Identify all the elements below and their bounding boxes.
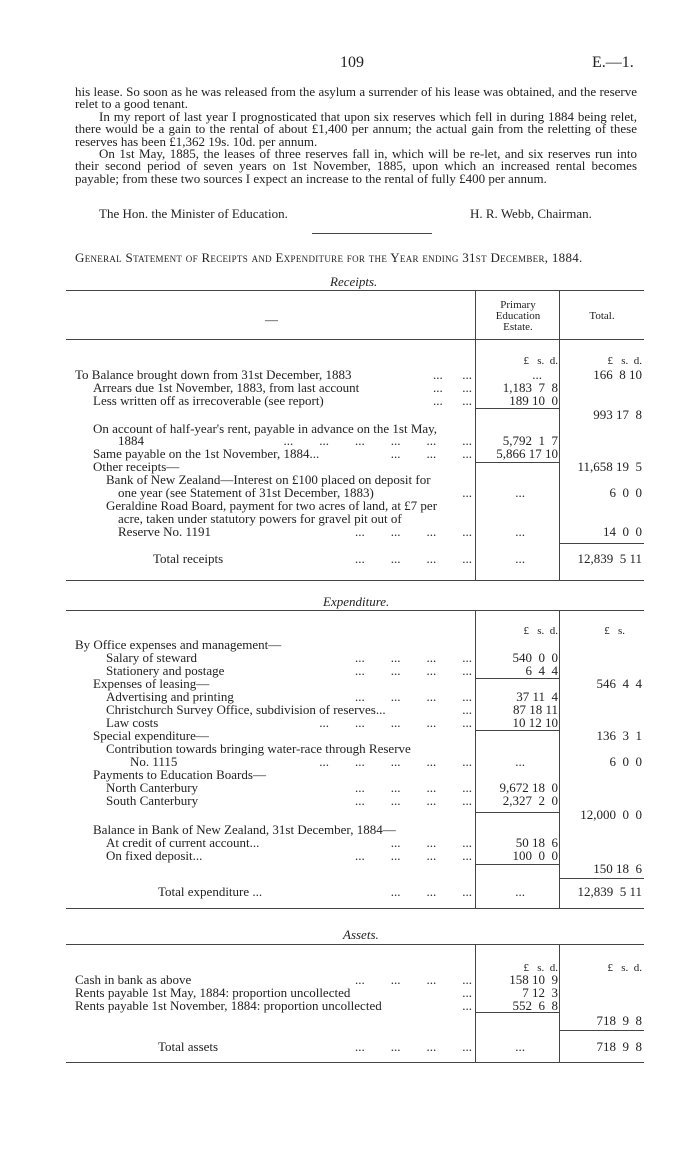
receipts-currency-primary: £ s. d. [523,355,558,367]
expense-line-primary: ... [515,754,525,769]
asset-line-label: Rents payable 1st May, 1884: proportion uncollected [75,985,351,1000]
receipts-subtotal-rule [476,408,559,409]
receipt-line-primary: ... [515,524,525,539]
expense-line-label: Christchurch Survey Office, subdivision of reserves... [106,702,386,717]
receipt-line-dots: ... ... ... [390,446,472,461]
expense-line-dots: ... ... ... ... [355,848,472,863]
expenditure-total-rule [560,878,644,879]
expense-line-total: 546 4 4 [596,676,642,691]
receipt-line-label: To Balance brought down from 31st December, 1883 [75,367,352,382]
expenditure-bottom-rule [66,908,644,909]
total-receipts-dots: ... ... ... ... [355,551,472,566]
letter-paragraph-1: his lease. So soon as he was released from the asylum a surrender of his lease was obtained, and the reserve relet to a good tenant. [75,84,637,112]
expense-line-label: Law costs [106,715,159,730]
total-expenditure-value: 12,839 5 11 [577,884,642,899]
expenditure-subtotal-rule [476,678,559,679]
expense-line-primary: 10 12 10 [512,715,558,730]
receipts-heading: Receipts. [330,274,378,289]
receipt-line-dots: ... ... [433,367,472,382]
expense-line-label: Expenses of leasing— [93,676,210,691]
receipt-line-primary: ... [532,367,542,382]
receipt-line-label: 1884 [118,433,144,448]
expense-line-total: 150 18 6 [593,861,642,876]
receipt-line-label: Same payable on the 1st November, 1884... [93,446,320,461]
primary-estate-header-3: Estate. [503,321,533,333]
receipts-subtotal-rule [476,462,559,463]
receipts-col-rule-1 [475,290,476,580]
total-header: Total. [589,310,615,322]
expense-line-total: 136 3 1 [596,728,642,743]
total-receipts-primary: ... [515,551,525,566]
receipts-col-rule-2 [559,290,560,580]
asset-line-dots: ... [462,985,472,1000]
receipt-line-dots: ... [462,485,472,500]
receipt-line-label: Reserve No. 1191 [118,524,212,539]
receipt-line-label: Arrears due 1st November, 1883, from last account [93,380,360,395]
total-assets-dots: ... ... ... ... [355,1039,472,1054]
assets-subtotal-rule [476,1012,559,1013]
expense-line-dots: ... [462,702,472,717]
expense-line-label: South Canterbury [106,793,199,808]
receipts-bottom-rule [66,580,644,581]
expense-line-primary: 9,672 18 0 [499,780,558,795]
expenditure-currency-primary: £ s. d. [523,625,558,637]
receipt-line-primary: 189 10 0 [509,393,558,408]
receipt-line-label: On account of half-year's rent, payable in advance on the 1st May, [93,421,438,436]
expense-line-label: Contribution towards bringing water-race through Reserve [106,741,411,756]
expense-line-label: Special expenditure— [93,728,209,743]
total-assets-value: 718 9 8 [596,1039,642,1054]
receipt-line-primary: 5,792 1 7 [502,433,558,448]
assets-bottom-rule [66,1062,644,1063]
expense-line-dots: ... ... ... ... ... [319,754,472,769]
expense-line-label: On fixed deposit... [106,848,203,863]
receipt-line-label: Geraldine Road Board, payment for two acres of land, at £7 per [106,498,438,513]
expense-line-label: No. 1115 [130,754,178,769]
expenditure-subtotal-rule [476,812,559,813]
receipts-total-rule [560,543,644,544]
receipt-line-dots: ... ... ... ... [355,524,472,539]
expense-line-label: North Canterbury [106,780,199,795]
receipt-line-primary: ... [515,485,525,500]
expense-line-label: Advertising and printing [106,689,234,704]
letter-paragraph-3: On 1st May, 1885, the leases of three reserves fall in, which will be re-let, and six reserves run into their second period of seven years on 1st November, 1885, upon which an increased rental becomes payable; from these two sources I expect an increase to the rental of fully £400 per annum. [75,146,637,186]
expenditure-col-rule-2 [559,610,560,908]
receipt-line-label: Other receipts— [93,459,180,474]
receipt-line-label: Bank of New Zealand—Interest on £100 placed on deposit for [106,472,431,487]
total-receipts-value: 12,839 5 11 [577,551,642,566]
receipt-line-label: acre, taken under statutory powers for gravel pit out of [118,511,402,526]
receipt-line-total: 993 17 8 [593,407,642,422]
expense-line-label: At credit of current account... [106,835,260,850]
receipt-line-dots: ... ... [433,380,472,395]
expenditure-currency-total: £ s. [604,625,625,637]
asset-line-primary: 158 10 9 [509,972,558,987]
expense-line-dots: ... ... ... ... [355,793,472,808]
expense-line-label: By Office expenses and management— [75,637,282,652]
total-assets-primary: ... [515,1039,525,1054]
expense-line-total: 6 0 0 [609,754,642,769]
assets-top-rule [66,944,644,945]
assets-currency-total: £ s. d. [607,962,642,974]
asset-line-total: 718 9 8 [596,1013,642,1028]
total-receipts-label: Total receipts [153,551,224,566]
expenditure-subtotal-rule [476,730,559,731]
receipt-line-dots: ... ... [433,393,472,408]
assets-total-rule [560,1030,644,1031]
receipt-line-total: 11,658 19 5 [577,459,642,474]
document-reference: E.—1. [592,54,634,71]
letter-signature: H. R. Webb, Chairman. [470,206,592,221]
asset-line-label: Cash in bank as above [75,972,192,987]
expense-line-label: Stationery and postage [106,663,225,678]
expense-line-primary: 2,327 2 0 [502,793,558,808]
asset-line-label: Rents payable 1st November, 1884: proportion uncollected [75,998,382,1013]
page-number: 109 [340,54,364,71]
expense-line-label: Payments to Education Boards— [93,767,266,782]
primary-estate-header-2: Education [495,310,541,322]
assets-heading: Assets. [343,927,379,942]
receipt-line-total: 6 0 0 [609,485,642,500]
receipt-line-dots: ... ... ... ... ... ... [283,433,472,448]
expense-line-primary: 37 11 4 [516,689,558,704]
expense-line-dots: ... ... ... ... [355,780,472,795]
receipt-line-primary: 5,866 17 10 [496,446,558,461]
expense-line-dots: ... ... ... ... [355,663,472,678]
expenditure-heading: Expenditure. [323,594,390,609]
expense-line-primary: 87 18 11 [512,702,558,717]
total-expenditure-label: Total expenditure ... [158,884,263,899]
assets-col-rule-1 [475,944,476,1062]
asset-line-dots: ... [462,998,472,1013]
expense-line-primary: 50 18 6 [515,835,558,850]
receipts-description-header: — [265,312,278,327]
expenditure-top-rule [66,610,644,611]
receipt-line-label: Less written off as irrecoverable (see report) [93,393,324,408]
receipt-line-label: one year (see Statement of 31st December, 1883) [118,485,374,500]
expense-line-primary: 6 4 4 [525,663,558,678]
asset-line-primary: 552 6 8 [512,998,558,1013]
expense-line-total: 12,000 0 0 [580,807,642,822]
asset-line-dots: ... ... ... ... [355,972,472,987]
expense-line-dots: ... ... ... [390,835,472,850]
assets-currency-primary: £ s. d. [523,962,558,974]
statement-title: General Statement of Receipts and Expenditure for the Year ending 31st December, 1884. [75,250,583,265]
expense-line-label: Salary of steward [106,650,197,665]
expense-line-primary: 100 0 0 [512,848,558,863]
expense-line-primary: 540 0 0 [512,650,558,665]
assets-col-rule-2 [559,944,560,1062]
receipt-line-total: 14 0 0 [603,524,642,539]
letter-addressee: The Hon. the Minister of Education. [99,206,288,221]
receipt-line-total: 166 8 10 [593,367,642,382]
expense-line-dots: ... ... ... ... [355,650,472,665]
receipt-line-primary: 1,183 7 8 [502,380,558,395]
receipts-currency-total: £ s. d. [607,355,642,367]
letter-paragraph-2: In my report of last year I prognosticated that upon six reserves which fell in during 1884 being relet, there would be a gain to the rental of about £1,400 per annum; the actual gain from the reletting of these reserves has been £1,362 19s. 10d. per annum. [75,109,637,149]
expenditure-subtotal-rule [476,864,559,865]
total-expenditure-dots: ... ... ... [390,884,472,899]
receipts-top-rule [66,290,644,291]
asset-line-primary: 7 12 3 [522,985,558,1000]
primary-estate-header-1: Primary [500,299,536,311]
total-expenditure-primary: ... [515,884,525,899]
total-assets-label: Total assets [158,1039,219,1054]
expense-line-dots: ... ... ... ... [355,689,472,704]
expense-line-label: Balance in Bank of New Zealand, 31st December, 1884— [93,822,396,837]
receipts-header-rule [66,339,644,340]
section-divider [312,233,432,234]
expense-line-dots: ... ... ... ... ... [319,715,472,730]
